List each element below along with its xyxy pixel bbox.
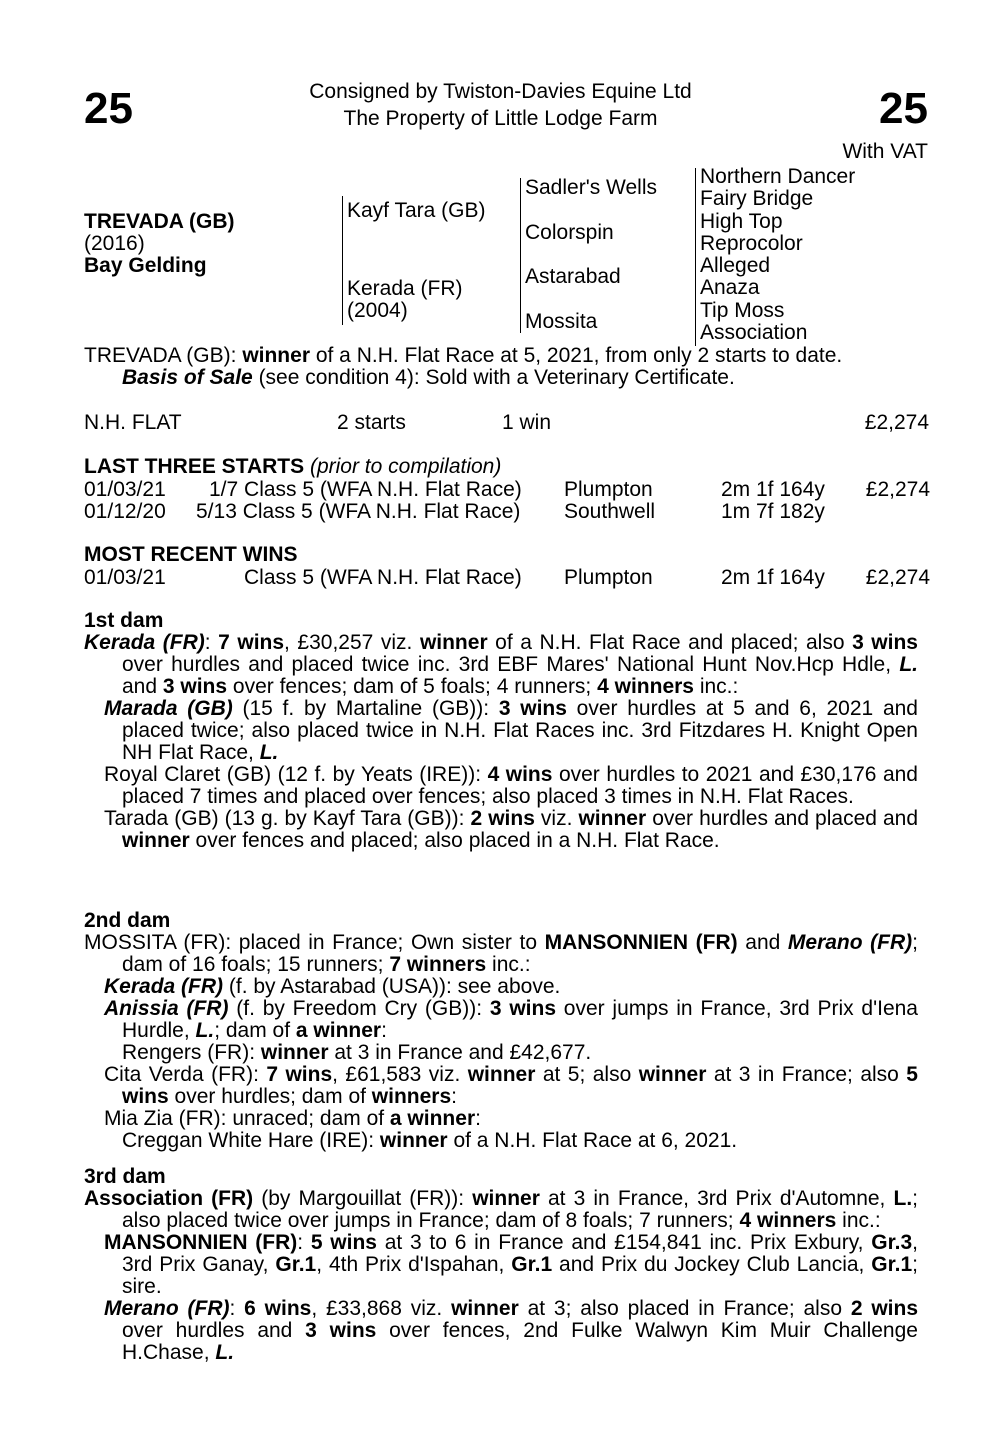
- third-dam-heading: 3rd dam: [84, 1165, 166, 1188]
- start-course: Plumpton: [564, 478, 653, 501]
- pedigree-gen3-5: Alleged: [700, 254, 771, 277]
- kerada-ref-entry: Kerada (FR) (f. by Astarabad (USA)): see above.: [104, 975, 561, 998]
- pedigree-gen2-4: Mossita: [525, 310, 598, 333]
- rengers-entry: Rengers (FR): winner at 3 in France and £42,677.: [122, 1041, 592, 1064]
- summary-line: [84, 344, 842, 368]
- cita-verda-entry: Cita Verda (FR): 7 wins, £61,583 viz. winner at 5; also winner at 3 in France; also 5 wins over hurdles; dam of winners:: [104, 1063, 918, 1108]
- summary-rest: of a N.H. Flat Race at 5, 2021, from only 2 starts to date.: [310, 344, 843, 367]
- pedigree-bracket-3: [695, 168, 696, 346]
- pedigree-dam-year: (2004): [347, 299, 408, 322]
- record-type: N.H. FLAT: [84, 411, 182, 434]
- win-race: Class 5 (WFA N.H. Flat Race): [244, 566, 522, 589]
- basis-label: Basis of Sale: [122, 366, 253, 389]
- second-dam-section: [84, 910, 918, 1152]
- pedigree-gen2-2: Colorspin: [525, 221, 614, 244]
- anissia-entry: Anissia (FR) (f. by Freedom Cry (GB)): 3 wins over jumps in France, 3rd Prix d'Iena Hurdle, L.; dam of a winner:: [104, 997, 918, 1042]
- lot-number-right: 25: [879, 84, 928, 133]
- pedigree-sire: Kayf Tara (GB): [347, 199, 486, 222]
- kerada-entry: Kerada (FR): 7 wins, £30,257 viz. winner of a N.H. Flat Race and placed; also 3 wins over hurdles and placed twice inc. 3rd EBF Mares' National Hunt Nov.Hcp Hdle, L. and 3 wins over fences; dam of 5 foals; 4 runners; 4 winners inc.:: [84, 631, 918, 698]
- first-dam-section: [84, 610, 918, 852]
- marada-entry: Marada (GB) (15 f. by Martaline (GB)): 3 wins over hurdles at 5 and 6, 2021 and placed twice; also placed twice in N.H. Flat Races inc. 3rd Fitzdares H. Knight Open NH Flat Race, L.: [104, 697, 918, 764]
- start-course: Southwell: [564, 500, 656, 523]
- pedigree-gen3-1: Northern Dancer: [700, 165, 856, 188]
- first-dam-heading: 1st dam: [84, 609, 164, 632]
- association-entry: Association (FR) (by Margouillat (FR)): winner at 3 in France, 3rd Prix d'Automne, L.; also placed twice over jumps in France; dam of 8 foals; 7 runners; 4 winners inc.:: [84, 1187, 919, 1232]
- basis-text: (see condition 4): Sold with a Veterinary Certificate.: [252, 366, 735, 389]
- consignor-line: Consigned by Twiston-Davies Equine Ltd: [309, 80, 692, 103]
- merano-entry: Merano (FR): 6 wins, £33,868 viz. winner at 3; also placed in France; also 2 wins over hurdles and 3 wins over fences, 2nd Fulke Walwyn Kim Muir Challenge H.Chase, L.: [104, 1297, 919, 1364]
- mansonnien-entry: MANSONNIEN (FR): 5 wins at 3 to 6 in France and £154,841 inc. Prix Exbury, Gr.3, 3rd Prix Ganay, Gr.1, 4th Prix d'Ispahan, Gr.1 and Prix du Jockey Club Lancia, Gr.1; sire.: [104, 1231, 918, 1298]
- horse-year: (2016): [84, 232, 145, 255]
- win-prize: £2,274: [865, 566, 930, 589]
- pedigree-gen3-3: High Top: [700, 210, 783, 233]
- summary-name: TREVADA (GB):: [84, 344, 237, 367]
- pedigree-gen3-8: Association: [700, 321, 808, 344]
- pedigree-dam: Kerada (FR): [347, 277, 463, 300]
- start-prize: £2,274: [865, 478, 930, 501]
- pedigree-gen3-4: Reprocolor: [700, 232, 803, 255]
- win-date: 01/03/21: [84, 566, 166, 589]
- record-wins: 1 win: [502, 411, 552, 434]
- pedigree-gen3-2: Fairy Bridge: [700, 187, 814, 210]
- horse-sex: Bay Gelding: [84, 254, 207, 277]
- mia-zia-entry: Mia Zia (FR): unraced; dam of a winner:: [104, 1107, 481, 1130]
- record-starts: 2 starts: [337, 411, 406, 434]
- second-dam-heading: 2nd dam: [84, 909, 171, 932]
- pedigree-gen3-6: Anaza: [700, 276, 760, 299]
- horse-name: TREVADA (GB): [84, 210, 235, 233]
- start-race: 1/7 Class 5 (WFA N.H. Flat Race): [209, 478, 522, 501]
- last-three-heading: [84, 455, 501, 479]
- last-three-note: (prior to compilation): [304, 455, 502, 478]
- basis-of-sale-line: [122, 366, 735, 390]
- creggan-entry: Creggan White Hare (IRE): winner of a N.H. Flat Race at 6, 2021.: [122, 1129, 738, 1152]
- record-prize: £2,274: [864, 411, 929, 434]
- summary-winner: winner: [242, 344, 310, 367]
- pedigree-gen2-3: Astarabad: [525, 265, 621, 288]
- third-dam-section: [84, 1166, 918, 1364]
- royal-claret-entry: Royal Claret (GB) (12 f. by Yeats (IRE)): 4 wins over hurdles to 2021 and £30,176 and placed 7 times and placed over fences; also placed 3 times in N.H. Flat Races.: [104, 763, 918, 808]
- start-race: 5/13 Class 5 (WFA N.H. Flat Race): [196, 500, 521, 523]
- start-distance: 1m 7f 182y: [721, 500, 825, 523]
- win-course: Plumpton: [564, 566, 653, 589]
- recent-wins-heading: MOST RECENT WINS: [84, 543, 298, 566]
- vat-status: With VAT: [842, 140, 928, 163]
- lot-number-left: 25: [84, 84, 133, 133]
- pedigree-gen3-7: Tip Moss: [700, 299, 785, 322]
- pedigree-bracket-2: [520, 178, 521, 333]
- last-three-title: LAST THREE STARTS: [84, 455, 305, 478]
- win-distance: 2m 1f 164y: [721, 566, 825, 589]
- property-line: The Property of Little Lodge Farm: [343, 107, 658, 130]
- start-date: 01/12/20: [84, 500, 166, 523]
- mossita-entry: MOSSITA (FR): placed in France; Own sister to MANSONNIEN (FR) and Merano (FR); dam of 16 foals; 15 runners; 7 winners inc.:: [84, 931, 918, 976]
- pedigree-bracket-1: [342, 196, 343, 325]
- start-distance: 2m 1f 164y: [721, 478, 825, 501]
- pedigree-gen2-1: Sadler's Wells: [525, 176, 657, 199]
- start-date: 01/03/21: [84, 478, 166, 501]
- tarada-entry: Tarada (GB) (13 g. by Kayf Tara (GB)): 2 wins viz. winner over hurdles and placed and winner over fences and placed; also placed in a N.H. Flat Race.: [104, 807, 919, 852]
